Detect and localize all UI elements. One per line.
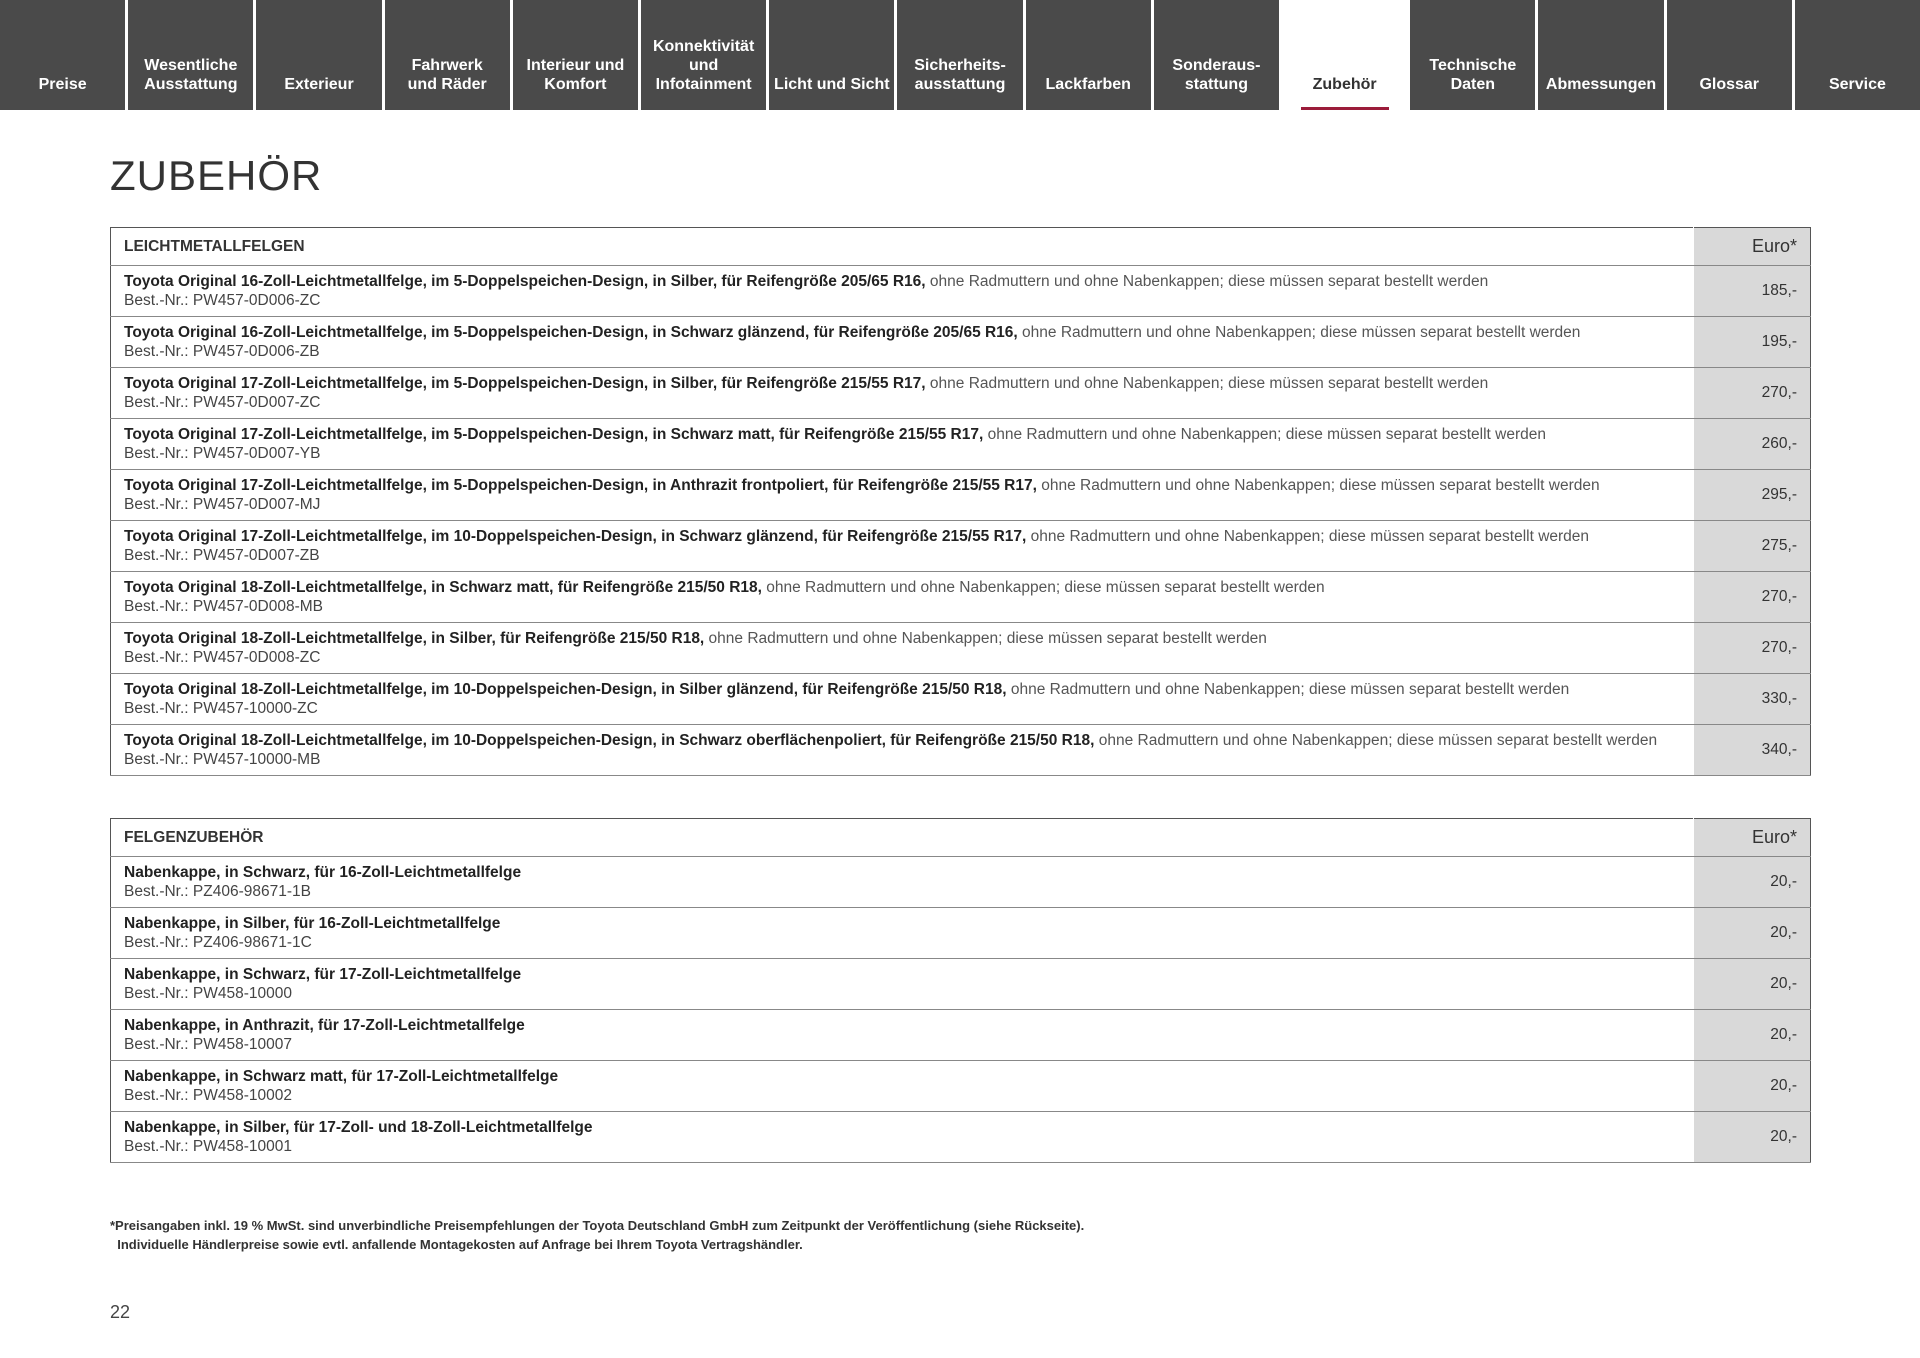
item-note: ohne Radmuttern und ohne Nabenkappen; diese müssen separat bestellt werden <box>925 273 1489 290</box>
part-number: Best.-Nr.: PW458-10007 <box>124 1036 292 1053</box>
item-title: Toyota Original 18-Zoll-Leichtmetallfelge, in Schwarz matt, für Reifengröße 215/50 R18, <box>124 579 762 596</box>
tab-licht-und-sicht[interactable]: Licht und Sicht <box>769 0 894 110</box>
table-row <box>111 623 1811 674</box>
table-row <box>111 725 1811 776</box>
item-title: Toyota Original 18-Zoll-Leichtmetallfelge, in Silber, für Reifengröße 215/50 R18, <box>124 630 705 647</box>
item-description <box>111 674 1694 725</box>
item-price: 275,- <box>1694 521 1811 572</box>
part-number: Best.-Nr.: PW457-0D008-ZC <box>124 649 321 666</box>
table-row <box>111 266 1811 317</box>
table-row <box>111 908 1811 959</box>
table-row <box>111 1010 1811 1061</box>
item-title: Toyota Original 18-Zoll-Leichtmetallfelge, im 10-Doppelspeichen-Design, in Silber glänzend, für Reifengröße 215/50 R18, <box>124 681 1007 698</box>
item-title: Nabenkappe, in Silber, für 16-Zoll-Leichtmetallfelge <box>124 915 501 932</box>
tab-technische-daten[interactable]: Technische Daten <box>1410 0 1535 110</box>
item-price: 260,- <box>1694 419 1811 470</box>
item-note: ohne Radmuttern und ohne Nabenkappen; diese müssen separat bestellt werden <box>1094 732 1658 749</box>
tab-zubehör[interactable]: Zubehör <box>1282 0 1407 110</box>
table-heading: LEICHTMETALLFELGEN <box>111 228 1694 266</box>
item-title: Nabenkappe, in Schwarz matt, für 17-Zoll-Leichtmetallfelge <box>124 1068 559 1085</box>
part-number: Best.-Nr.: PW458-10002 <box>124 1087 292 1104</box>
item-price: 20,- <box>1694 959 1811 1010</box>
item-description <box>111 623 1694 674</box>
item-price: 340,- <box>1694 725 1811 776</box>
table-heading: FELGENZUBEHÖR <box>111 819 1694 857</box>
tab-service[interactable]: Service <box>1795 0 1920 110</box>
part-number: Best.-Nr.: PW458-10000 <box>124 985 292 1002</box>
item-title: Nabenkappe, in Anthrazit, für 17-Zoll-Leichtmetallfelge <box>124 1017 525 1034</box>
part-number: Best.-Nr.: PW457-0D007-YB <box>124 445 321 462</box>
item-title: Toyota Original 17-Zoll-Leichtmetallfelge, im 10-Doppelspeichen-Design, in Schwarz glänzend, für Reifengröße 215/55 R17, <box>124 528 1027 545</box>
tab-preise[interactable]: Preise <box>0 0 125 110</box>
part-number: Best.-Nr.: PZ406-98671-1B <box>124 883 311 900</box>
item-title: Toyota Original 16-Zoll-Leichtmetallfelge, im 5-Doppelspeichen-Design, in Schwarz glänzend, für Reifengröße 205/65 R16, <box>124 324 1018 341</box>
wheels-table <box>110 227 1811 776</box>
item-note: ohne Radmuttern und ohne Nabenkappen; diese müssen separat bestellt werden <box>983 426 1546 443</box>
part-number: Best.-Nr.: PW457-0D007-ZB <box>124 547 320 564</box>
item-description <box>111 317 1694 368</box>
part-number: Best.-Nr.: PW457-0D007-MJ <box>124 496 321 513</box>
item-title: Toyota Original 17-Zoll-Leichtmetallfelge, im 5-Doppelspeichen-Design, in Schwarz matt, für Reifengröße 215/55 R17, <box>124 426 984 443</box>
item-note: ohne Radmuttern und ohne Nabenkappen; diese müssen separat bestellt werden <box>1026 528 1590 545</box>
tab-sicherheits-ausstattung[interactable]: Sicherheits- ausstattung <box>897 0 1022 110</box>
table-row <box>111 368 1811 419</box>
table-header-row <box>111 228 1811 266</box>
footnote: *Preisangaben inkl. 19 % MwSt. sind unverbindliche Preisempfehlungen der Toyota Deutschland GmbH zum Zeitpunkt der Veröffentlichung (siehe Rückseite). Individuelle Händlerpreise sowie evtl. anfallende Montagekosten auf Anfrage bei Ihrem Toyota Vertragshändler. <box>110 1218 1085 1252</box>
item-title: Nabenkappe, in Schwarz, für 16-Zoll-Leichtmetallfelge <box>124 864 522 881</box>
item-price: 20,- <box>1694 857 1811 908</box>
part-number: Best.-Nr.: PW457-0D007-ZC <box>124 394 321 411</box>
item-price: 270,- <box>1694 623 1811 674</box>
tab-abmessungen[interactable]: Abmessungen <box>1538 0 1663 110</box>
item-title: Toyota Original 17-Zoll-Leichtmetallfelge, im 5-Doppelspeichen-Design, in Anthrazit frontpoliert, für Reifengröße 215/55 R17, <box>124 477 1037 494</box>
item-price: 270,- <box>1694 572 1811 623</box>
wheel-accessories-table <box>110 818 1811 1163</box>
item-price: 185,- <box>1694 266 1811 317</box>
price-header: Euro* <box>1694 819 1811 857</box>
table-row <box>111 317 1811 368</box>
part-number: Best.-Nr.: PW457-0D006-ZC <box>124 292 321 309</box>
item-title: Toyota Original 17-Zoll-Leichtmetallfelge, im 5-Doppelspeichen-Design, in Silber, für Reifengröße 215/55 R17, <box>124 375 926 392</box>
item-description <box>111 908 1694 959</box>
item-title: Nabenkappe, in Silber, für 17-Zoll- und 18-Zoll-Leichtmetallfelge <box>124 1119 593 1136</box>
item-price: 20,- <box>1694 908 1811 959</box>
item-note: ohne Radmuttern und ohne Nabenkappen; diese müssen separat bestellt werden <box>1036 477 1600 494</box>
item-note: ohne Radmuttern und ohne Nabenkappen; diese müssen separat bestellt werden <box>1017 324 1581 341</box>
page-number: 22 <box>110 1302 131 1322</box>
item-description <box>111 1010 1694 1061</box>
item-price: 20,- <box>1694 1010 1811 1061</box>
part-number: Best.-Nr.: PW457-0D008-MB <box>124 598 323 615</box>
part-number: Best.-Nr.: PW457-10000-MB <box>124 751 321 768</box>
item-description <box>111 1061 1694 1112</box>
table-row <box>111 572 1811 623</box>
item-note: ohne Radmuttern und ohne Nabenkappen; diese müssen separat bestellt werden <box>925 375 1489 392</box>
section-tabs <box>0 0 1920 110</box>
item-note: ohne Radmuttern und ohne Nabenkappen; diese müssen separat bestellt werden <box>704 630 1267 647</box>
item-description <box>111 521 1694 572</box>
part-number: Best.-Nr.: PW458-10001 <box>124 1138 292 1155</box>
item-description <box>111 857 1694 908</box>
tab-exterieur[interactable]: Exterieur <box>256 0 381 110</box>
tab-lackfarben[interactable]: Lackfarben <box>1026 0 1151 110</box>
item-description <box>111 368 1694 419</box>
part-number: Best.-Nr.: PZ406-98671-1C <box>124 934 312 951</box>
tab-fahrwerk-und-räder[interactable]: Fahrwerk und Räder <box>385 0 510 110</box>
table-header-row <box>111 819 1811 857</box>
item-price: 330,- <box>1694 674 1811 725</box>
table-row <box>111 419 1811 470</box>
item-price: 20,- <box>1694 1061 1811 1112</box>
tab-interieur-und-komfort[interactable]: Interieur und Komfort <box>513 0 638 110</box>
item-description <box>111 1112 1694 1163</box>
table-row <box>111 1112 1811 1163</box>
item-description <box>111 725 1694 776</box>
item-title: Toyota Original 18-Zoll-Leichtmetallfelge, im 10-Doppelspeichen-Design, in Schwarz oberflächenpoliert, für Reifengröße 215/50 R18, <box>124 732 1095 749</box>
item-price: 270,- <box>1694 368 1811 419</box>
item-price: 20,- <box>1694 1112 1811 1163</box>
table-row <box>111 521 1811 572</box>
item-description <box>111 266 1694 317</box>
item-price: 295,- <box>1694 470 1811 521</box>
item-description <box>111 572 1694 623</box>
item-title: Toyota Original 16-Zoll-Leichtmetallfelge, im 5-Doppelspeichen-Design, in Silber, für Reifengröße 205/65 R16, <box>124 273 926 290</box>
part-number: Best.-Nr.: PW457-0D006-ZB <box>124 343 320 360</box>
tab-konnektivität-und-infotainment[interactable]: Konnektivität und Infotainment <box>641 0 766 110</box>
table-row <box>111 674 1811 725</box>
tab-sonderaus-stattung[interactable]: Sonderaus- stattung <box>1154 0 1279 110</box>
item-description <box>111 470 1694 521</box>
item-description <box>111 419 1694 470</box>
item-note: ohne Radmuttern und ohne Nabenkappen; diese müssen separat bestellt werden <box>1006 681 1570 698</box>
table-row <box>111 857 1811 908</box>
page-title: ZUBEHÖR <box>110 152 323 199</box>
tab-wesentliche-ausstattung[interactable]: Wesentliche Ausstattung <box>128 0 253 110</box>
table-row <box>111 1061 1811 1112</box>
tab-glossar[interactable]: Glossar <box>1667 0 1792 110</box>
price-header: Euro* <box>1694 228 1811 266</box>
table-row <box>111 470 1811 521</box>
item-note: ohne Radmuttern und ohne Nabenkappen; diese müssen separat bestellt werden <box>761 579 1325 596</box>
item-title: Nabenkappe, in Schwarz, für 17-Zoll-Leichtmetallfelge <box>124 966 522 983</box>
item-description <box>111 959 1694 1010</box>
item-price: 195,- <box>1694 317 1811 368</box>
part-number: Best.-Nr.: PW457-10000-ZC <box>124 700 318 717</box>
table-row <box>111 959 1811 1010</box>
